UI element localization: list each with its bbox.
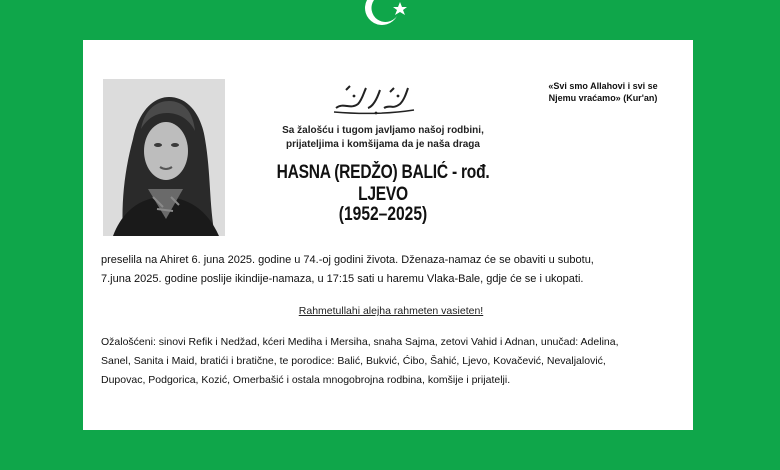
quran-quote (523, 80, 683, 104)
intro-line-1: Sa žalošću i tugom javljamo našoj rodbini, (282, 125, 484, 136)
mourners-line-3: Dupovac, Podgorica, Kozić, Omerbašić i ostala mnogobrojna rodbina, komšije i prijatelji. (101, 374, 511, 386)
obituary-card (83, 40, 693, 430)
quote-line-1: «Svi smo Allahovi i svi se (548, 81, 658, 91)
announcement-line-2: 7.juna 2025. godine poslije ikindije-namaza, u 17:15 sati u haremu Vlaka-Bale, gdje će se i ukopati. (101, 273, 584, 285)
intro-text (253, 124, 513, 152)
announcement-text (101, 251, 681, 289)
crescent-star-icon (350, 0, 420, 30)
portrait-photo (103, 79, 225, 236)
prayer-text: Rahmetullahi alejha rahmeten vasieten! (298, 305, 484, 317)
mourners-line-2: Sanel, Sanita i Maid, bratići i bratične, te porodice: Balić, Bukvić, Ćibo, Šahić, Ljevo, Kovačević, Nevaljalović, (101, 355, 606, 367)
arabic-calligraphy (328, 82, 418, 116)
quote-line-2: Njemu vraćamo» (Kur'an) (548, 93, 658, 103)
announcement-line-1: preselila na Ahiret 6. juna 2025. godine u 74.-oj godini života. Dženaza-namaz će se obaviti u subotu, (101, 254, 594, 266)
mourners-text (101, 333, 681, 390)
life-years: (1952–2025) (338, 204, 428, 225)
mourners-line-1: Ožalošćeni: sinovi Refik i Nedžad, kćeri Mediha i Mersiha, snaha Sajma, zetovi Vahid i Adnan, unučad: Adelina, (101, 336, 619, 348)
deceased-name: HASNA (REDŽO) BALIĆ - rođ. LJEVO (276, 162, 490, 205)
intro-line-2: prijateljima i komšijama da je naša draga (286, 139, 480, 150)
